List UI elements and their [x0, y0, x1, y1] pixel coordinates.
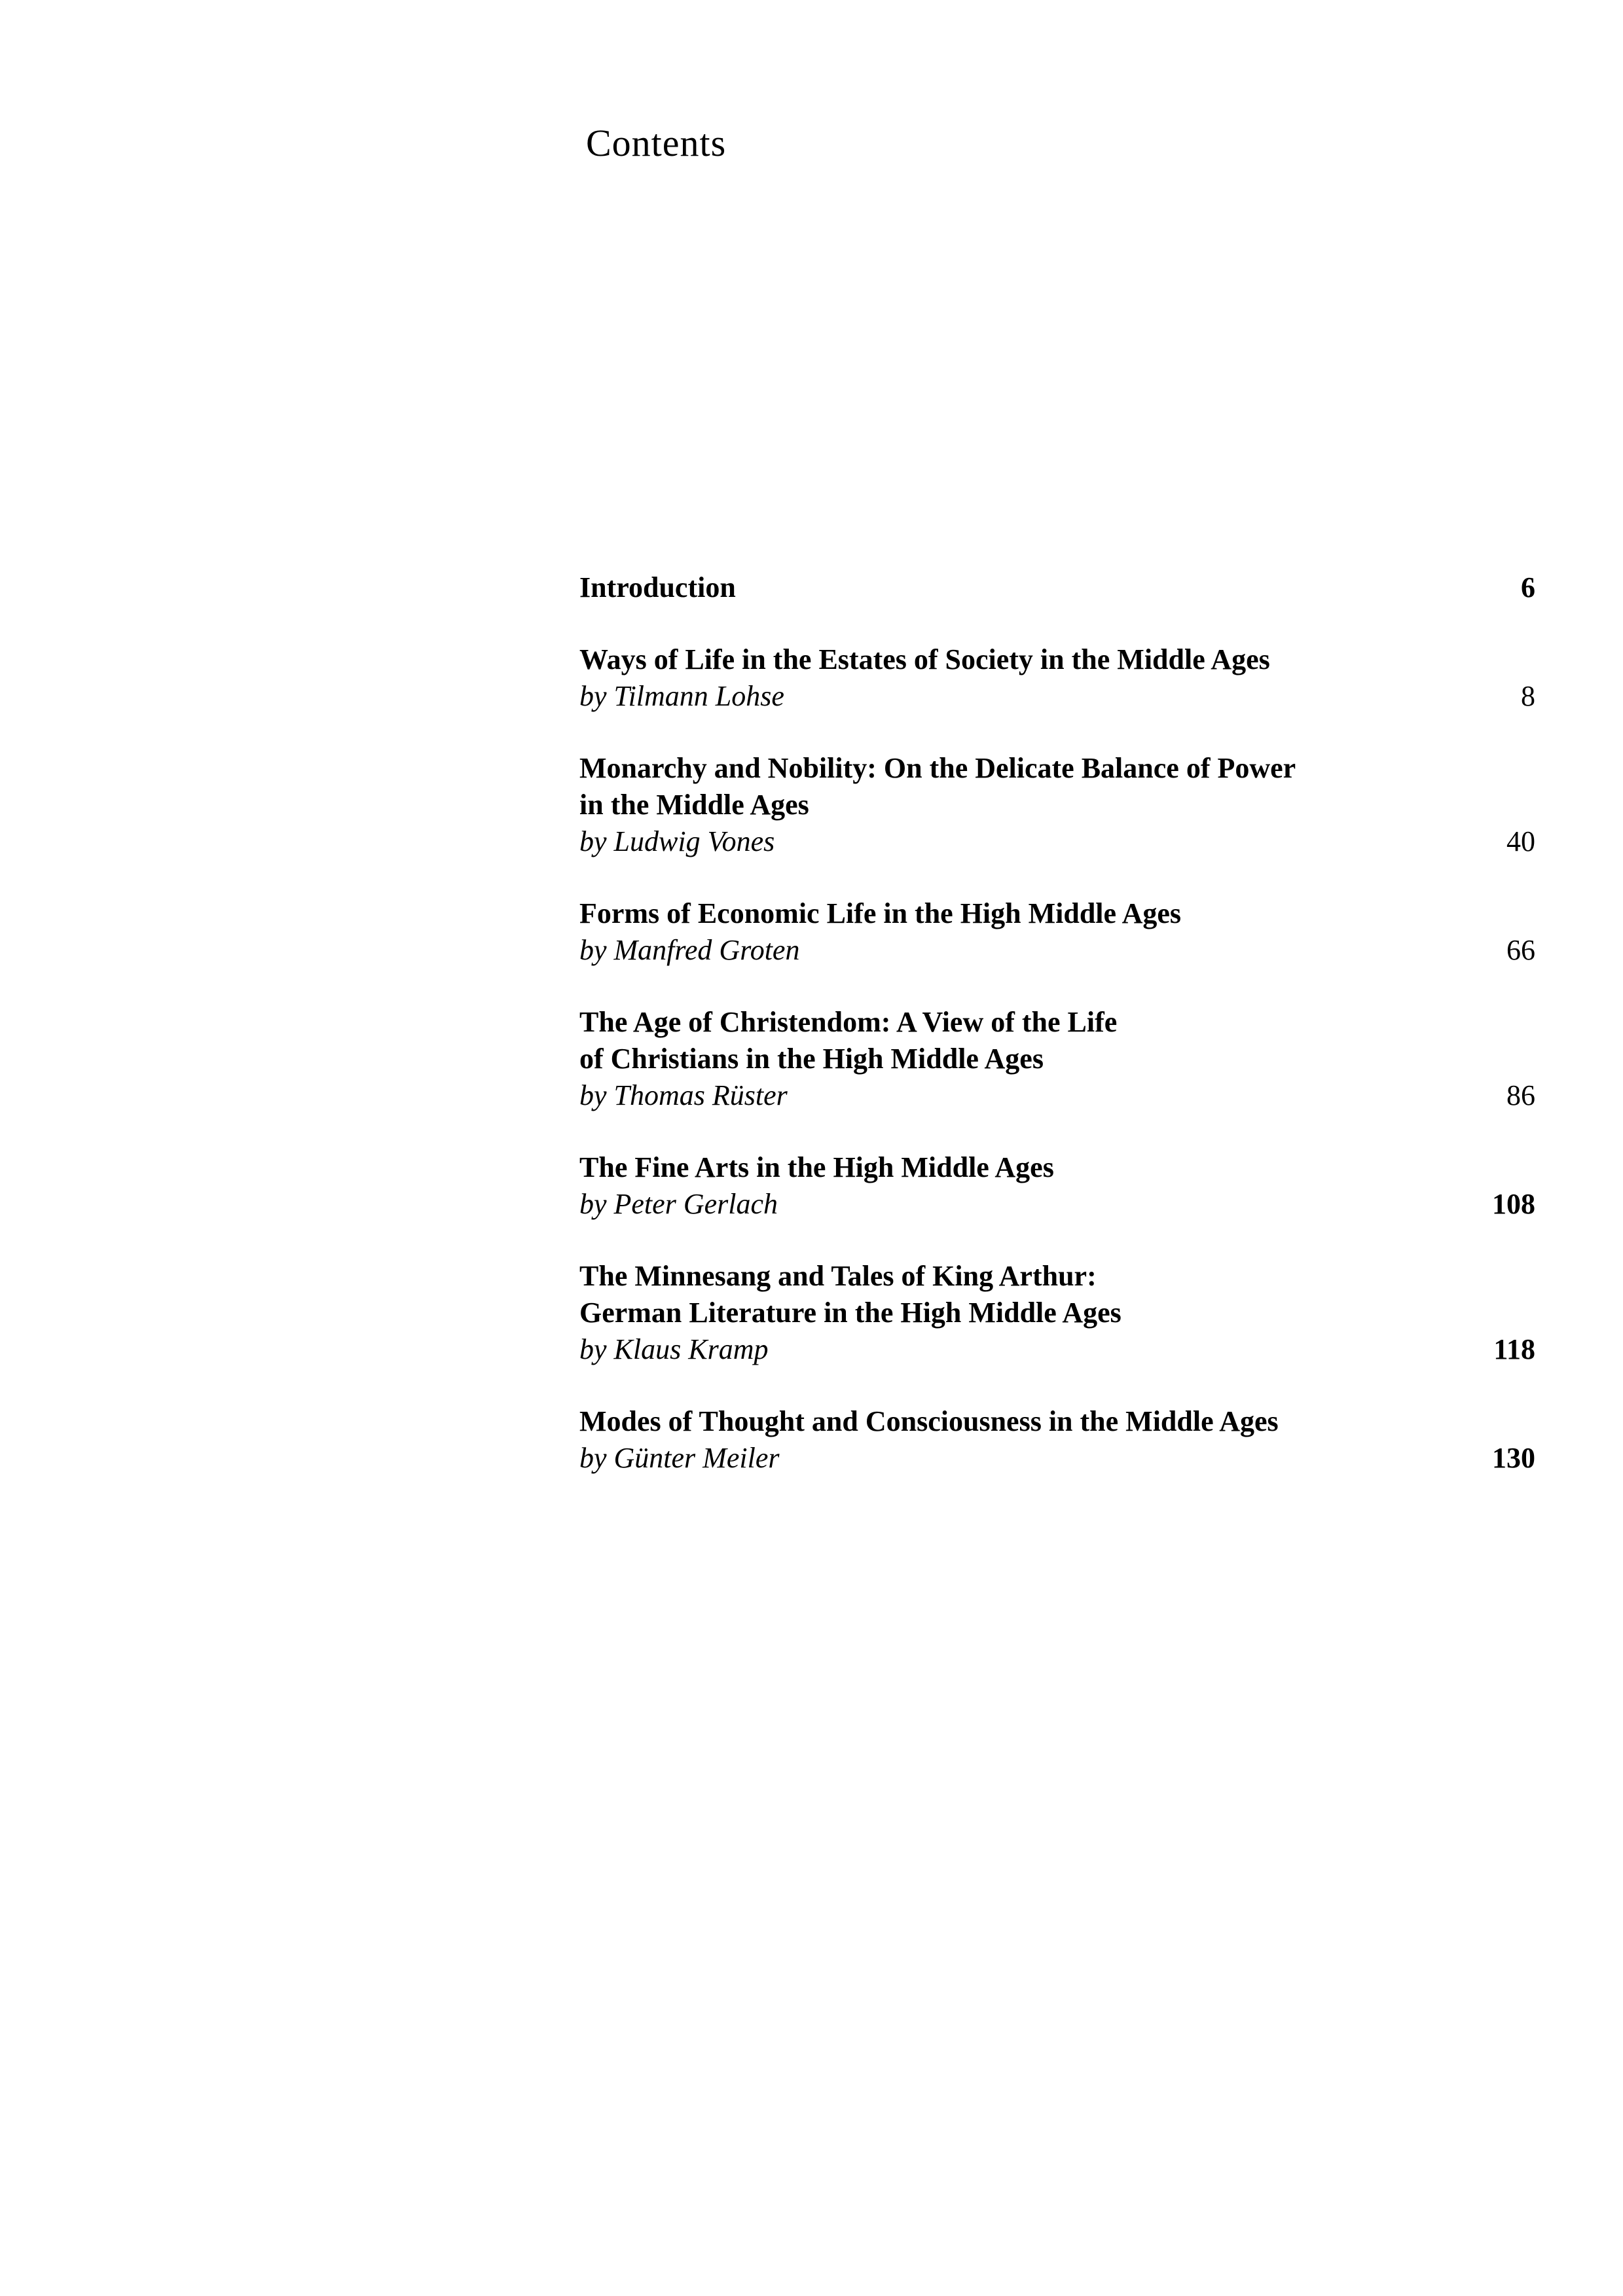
toc-entry-author: by Tilmann Lohse	[579, 680, 784, 712]
toc-page-number: 130	[1492, 1442, 1535, 1474]
toc-entry-title-continued: of Christians in the High Middle Ages	[579, 1043, 1044, 1075]
toc-entry-title: The Age of Christendom: A View of the Life	[579, 1006, 1118, 1038]
toc-page-number: 6	[1521, 571, 1535, 603]
toc-entry-author: by Günter Meiler	[579, 1442, 780, 1474]
toc-page-number: 118	[1493, 1333, 1535, 1365]
toc-entry-economic-life[interactable]	[579, 895, 1535, 969]
toc-page-number: 86	[1506, 1079, 1535, 1111]
toc-entry-title-continued: in the Middle Ages	[579, 789, 809, 821]
toc-entry-title: Ways of Life in the Estates of Society in the Middle Ages	[579, 643, 1270, 675]
toc-entry-author: by Klaus Kramp	[579, 1333, 769, 1365]
toc-entry-fine-arts[interactable]	[579, 1149, 1535, 1223]
toc-entry-modes-of-thought[interactable]	[579, 1403, 1535, 1477]
toc-page-number: 108	[1492, 1188, 1535, 1220]
toc-entry-author: by Manfred Groten	[579, 934, 800, 966]
toc-entry-title-continued: German Literature in the High Middle Ages	[579, 1297, 1122, 1329]
toc-entry-title: Modes of Thought and Consciousness in the Middle Ages	[579, 1405, 1279, 1437]
toc-entry-author: by Thomas Rüster	[579, 1079, 788, 1111]
toc-entry-title: Monarchy and Nobility: On the Delicate Balance of Power	[579, 752, 1296, 784]
toc-entry-author: by Ludwig Vones	[579, 825, 775, 857]
page-title: Contents	[586, 122, 727, 164]
table-of-contents	[579, 569, 1535, 1512]
toc-entry-title: Forms of Economic Life in the High Middle Ages	[579, 897, 1182, 929]
toc-entry-introduction[interactable]	[579, 569, 1535, 606]
toc-entry-minnesang[interactable]	[579, 1258, 1535, 1368]
toc-page-number: 40	[1506, 825, 1535, 857]
toc-entry-title: The Minnesang and Tales of King Arthur:	[579, 1260, 1097, 1292]
toc-entry-monarchy-and-nobility[interactable]	[579, 750, 1535, 860]
toc-entry-ways-of-life[interactable]	[579, 641, 1535, 715]
toc-page-number: 66	[1506, 934, 1535, 966]
toc-entry-age-of-christendom[interactable]	[579, 1004, 1535, 1114]
toc-entry-author: by Peter Gerlach	[579, 1188, 778, 1220]
toc-page-number: 8	[1521, 680, 1535, 712]
toc-entry-title: The Fine Arts in the High Middle Ages	[579, 1151, 1054, 1183]
toc-entry-title: Introduction	[579, 571, 736, 603]
